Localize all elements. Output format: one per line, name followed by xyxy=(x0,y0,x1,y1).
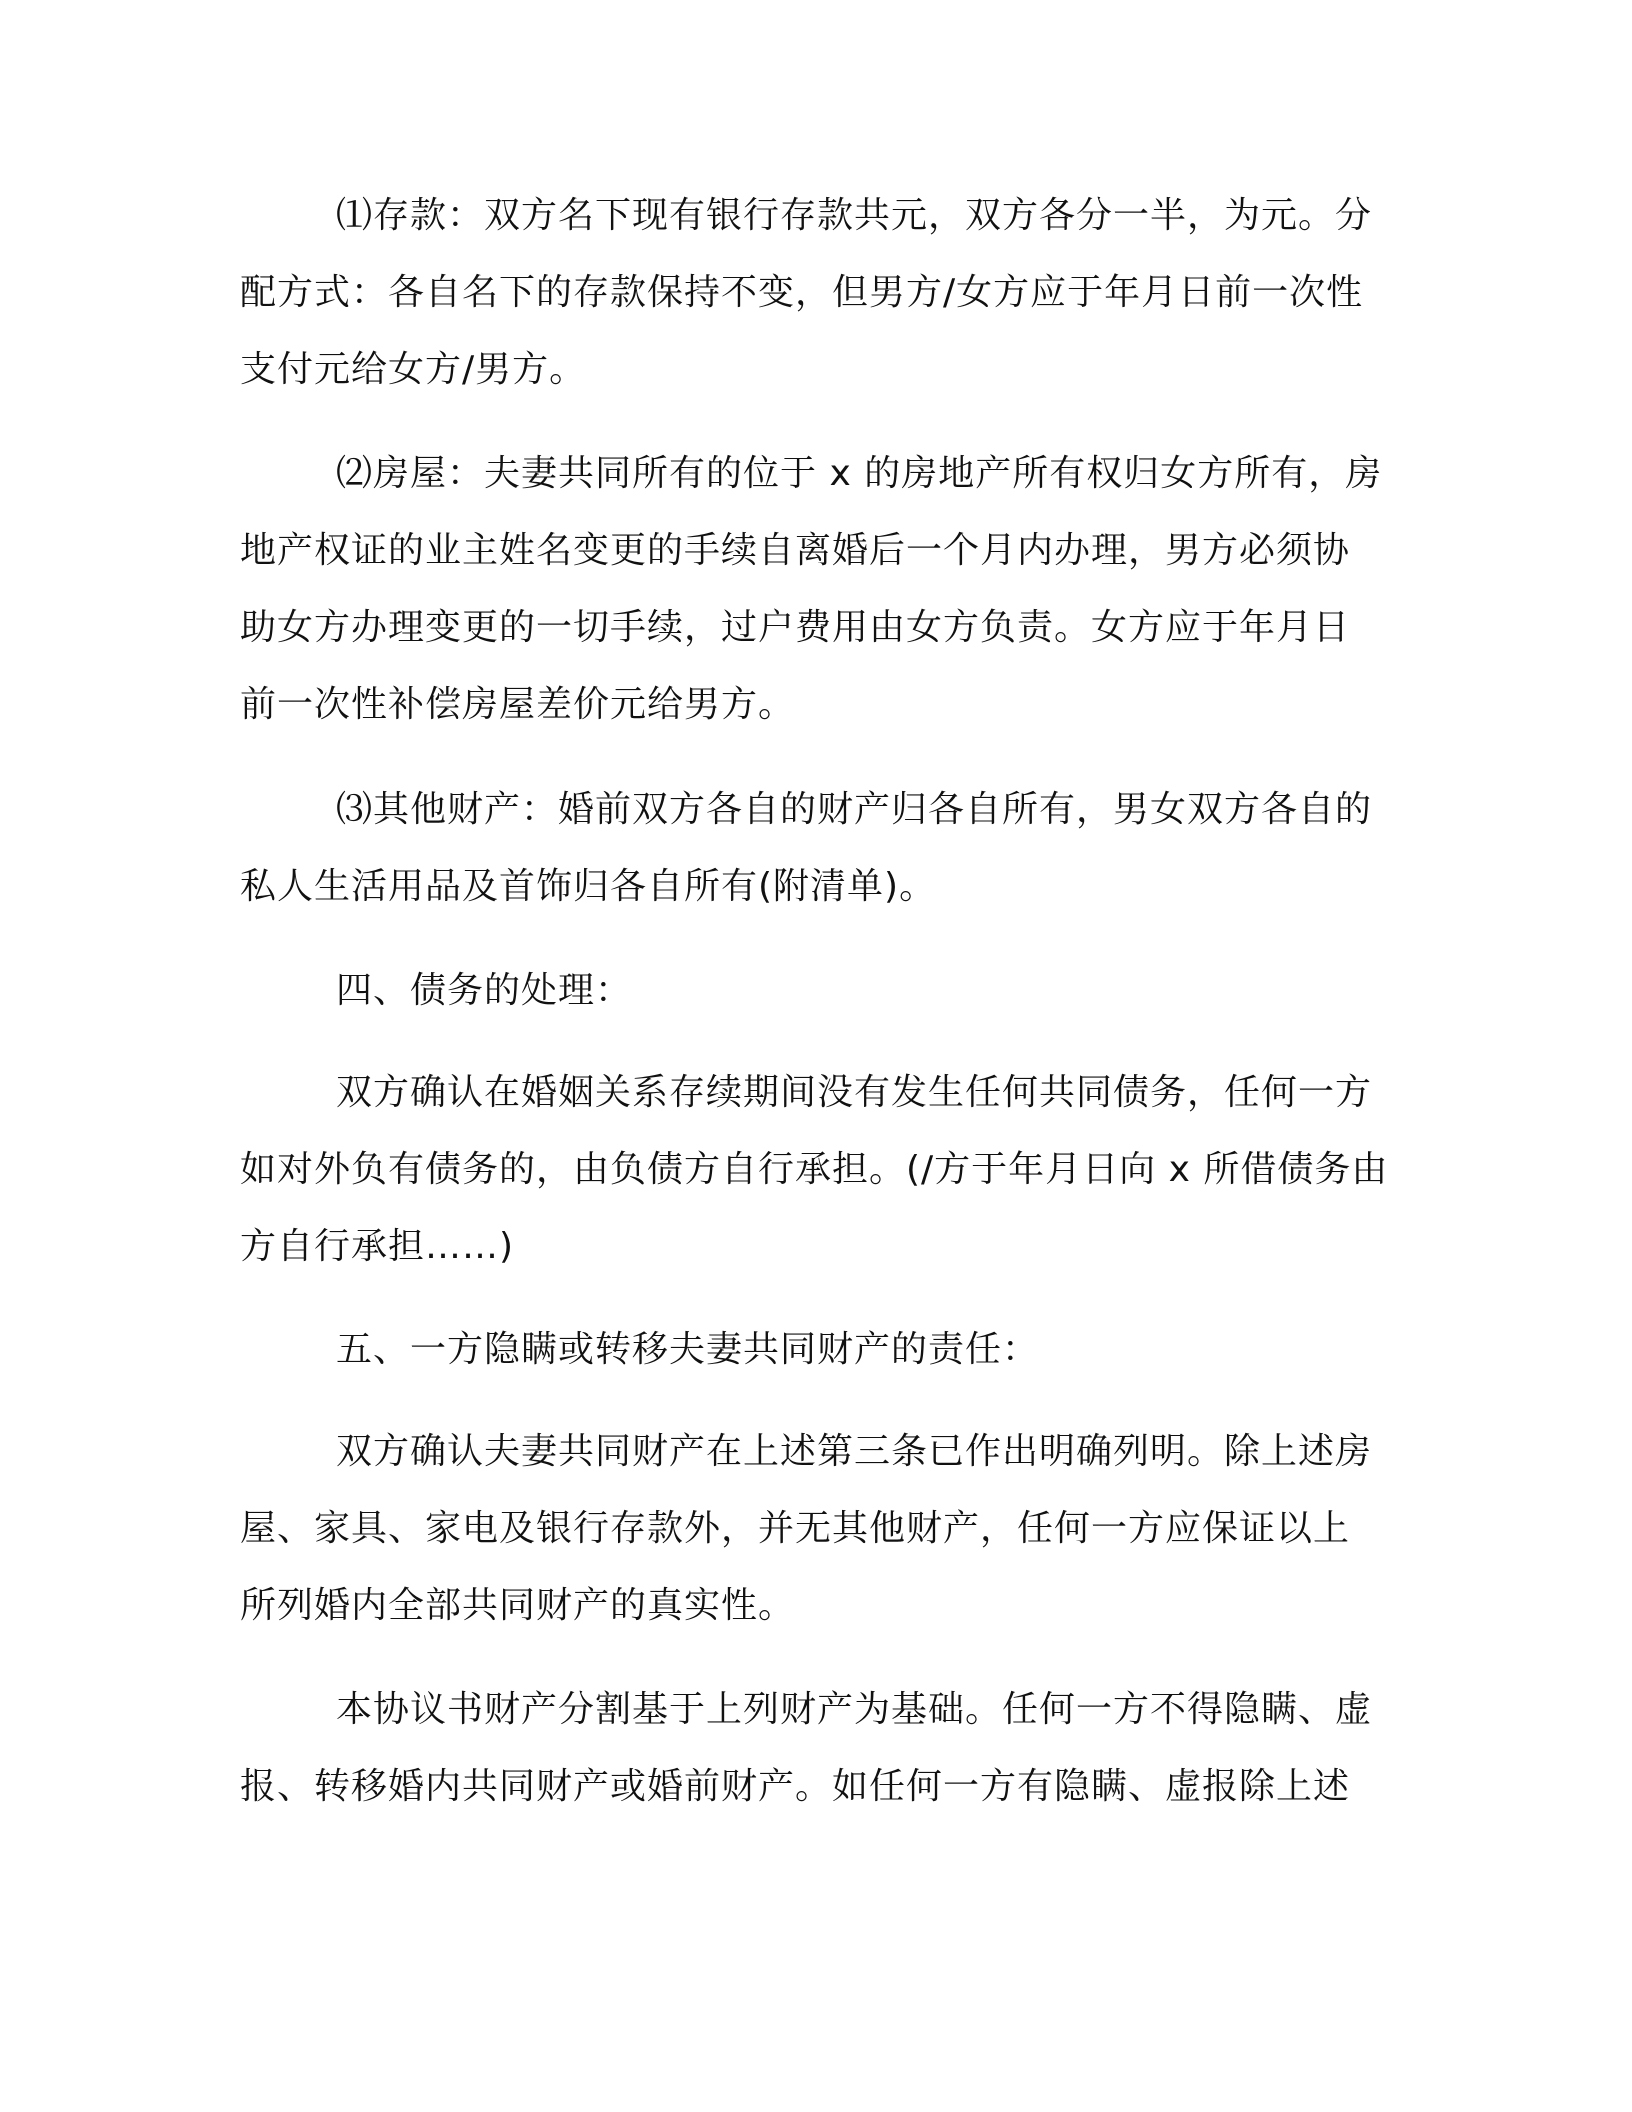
paragraph-line: 报、转移婚内共同财产或婚前财产。如任何一方有隐瞒、虚报除上述 xyxy=(240,1766,1351,1807)
paragraph-basis xyxy=(240,1671,1380,1825)
section-heading-debt: 四、债务的处理： xyxy=(336,970,633,1011)
paragraph-debt xyxy=(240,1054,1389,1285)
paragraph-line: 屋、家具、家电及银行存款外，并无其他财产，任何一方应保证以上 xyxy=(240,1508,1351,1549)
paragraph-line: 支付元给女方/男方。 xyxy=(240,349,587,390)
paragraph-line: 配方式：各自名下的存款保持不变，但男方/女方应于年月日前一次性 xyxy=(240,272,1364,313)
paragraph-line: 双方确认夫妻共同财产在上述第三条已作出明确列明。除上述房 xyxy=(336,1431,1373,1472)
paragraph-confirmation xyxy=(240,1413,1380,1644)
paragraph-line: 本协议书财产分割基于上列财产为基础。任何一方不得隐瞒、虚 xyxy=(336,1689,1373,1730)
paragraph-line: ⑴存款：双方名下现有银行存款共元，双方各分一半，为元。分 xyxy=(336,195,1373,236)
paragraph-line: 私人生活用品及首饰归各自所有(附清单)。 xyxy=(240,866,937,907)
paragraph-line: 双方确认在婚姻关系存续期间没有发生任何共同债务，任何一方 xyxy=(336,1072,1373,1113)
paragraph-line: ⑶其他财产：婚前双方各自的财产归各自所有，男女双方各自的 xyxy=(336,789,1373,830)
paragraph-line: 地产权证的业主姓名变更的手续自离婚后一个月内办理，男方必须协 xyxy=(240,530,1351,571)
paragraph-house xyxy=(240,435,1383,743)
paragraph-deposit xyxy=(240,177,1380,408)
paragraph-line: 所列婚内全部共同财产的真实性。 xyxy=(240,1585,796,1626)
section-heading-concealment: 五、一方隐瞒或转移夫妻共同财产的责任： xyxy=(336,1329,1040,1370)
paragraph-line: 方自行承担……) xyxy=(240,1226,515,1267)
paragraph-line: 助女方办理变更的一切手续，过户费用由女方负责。女方应于年月日 xyxy=(240,607,1351,648)
paragraph-other-property xyxy=(240,771,1380,925)
paragraph-line: 如对外负有债务的，由负债方自行承担。(/方于年月日向 x 所借债务由 xyxy=(240,1149,1389,1190)
paragraph-line: ⑵房屋：夫妻共同所有的位于 x 的房地产所有权归女方所有，房 xyxy=(336,453,1383,494)
paragraph-line: 前一次性补偿房屋差价元给男方。 xyxy=(240,684,796,725)
